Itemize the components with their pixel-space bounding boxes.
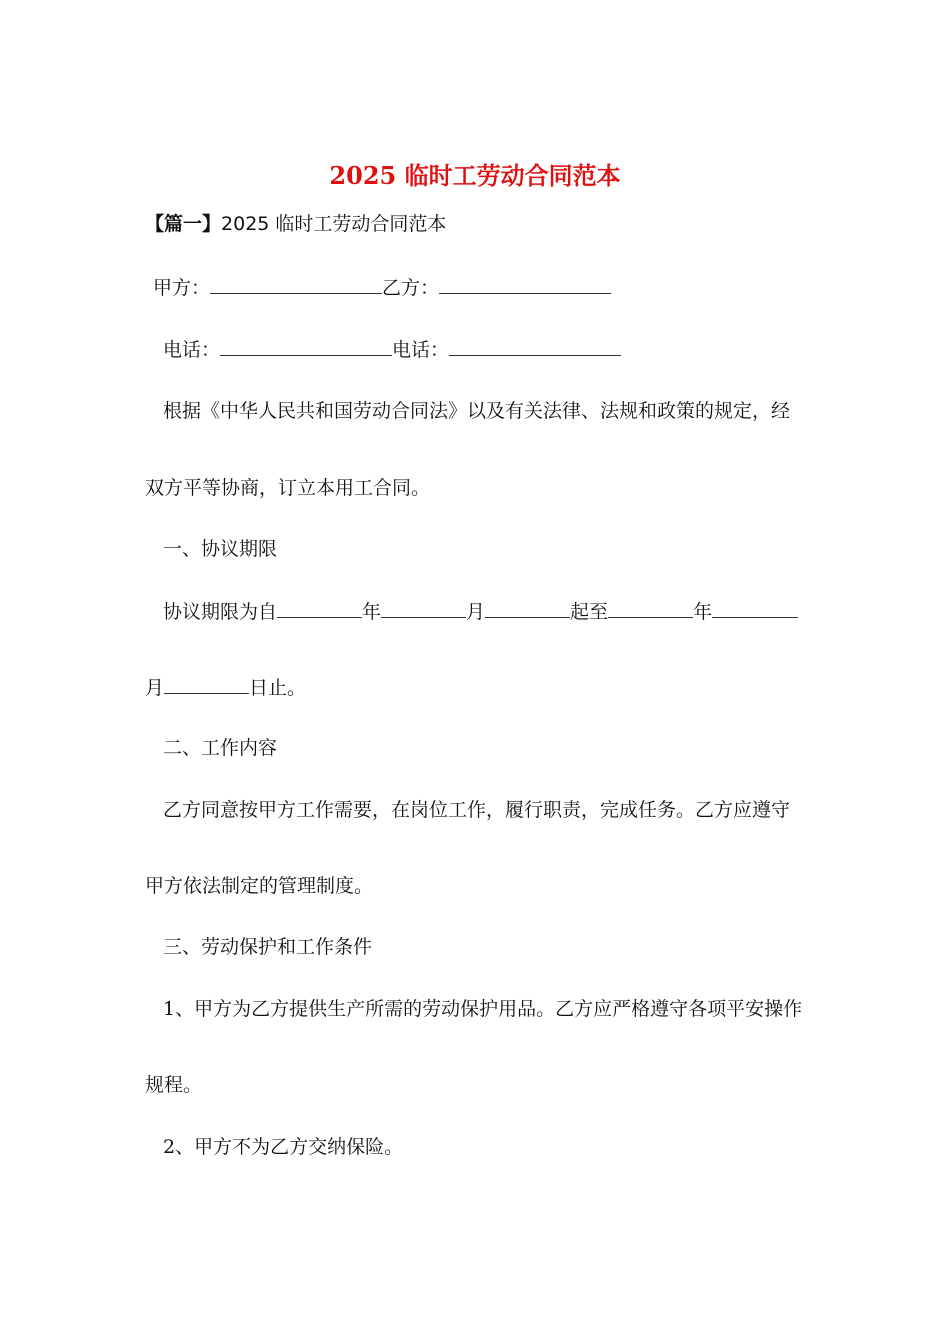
party-b-label: 乙方： (382, 277, 440, 299)
term-year-label-2: 年 (693, 601, 713, 623)
item2-number: 2 (163, 1136, 176, 1158)
party-row (153, 275, 611, 300)
section2-heading: 二、工作内容 (163, 737, 278, 759)
item2-text: 、甲方不为乙方交纳保险。 (175, 1136, 404, 1158)
term-month-label-2: 月 (145, 677, 165, 699)
intro-paragraph-line1: 根据《中华人民共和国劳动合同法》以及有关法律、法规和政策的规定，经 (163, 400, 791, 422)
phone-row (163, 337, 621, 362)
document-title: 2025 临时工劳动合同范本 (329, 161, 621, 190)
section-tag: 【篇一】 (145, 213, 222, 235)
party-b-blank[interactable] (439, 275, 611, 294)
phone-a-label: 电话： (163, 339, 221, 361)
section1-heading: 一、协议期限 (163, 538, 278, 560)
term-start-month-blank[interactable] (381, 599, 466, 618)
party-a-label: 甲方： (153, 277, 211, 299)
phone-b-blank[interactable] (449, 337, 621, 356)
section-heading (145, 212, 446, 236)
term-prefix: 协议期限为自 (163, 601, 278, 623)
term-year-label: 年 (362, 601, 382, 623)
section-subtitle: 2025 临时工劳动合同范本 (221, 213, 447, 235)
term-line2 (145, 675, 306, 700)
intro-paragraph-line2: 双方平等协商，订立本用工合同。 (145, 477, 431, 499)
item1-text: 、甲方为乙方提供生产所需的劳动保护用品。乙方应严格遵守各项平安操作 (175, 998, 803, 1020)
term-end: 日止。 (249, 677, 307, 699)
term-end-year-blank[interactable] (608, 599, 693, 618)
item1-line1 (163, 997, 802, 1021)
party-a-blank[interactable] (210, 275, 382, 294)
item2-line (163, 1135, 403, 1159)
term-start-day-blank[interactable] (485, 599, 570, 618)
term-line1 (163, 599, 798, 624)
section3-heading: 三、劳动保护和工作条件 (163, 936, 373, 958)
term-end-month-blank[interactable] (712, 599, 798, 618)
work-paragraph-line1: 乙方同意按甲方工作需要，在岗位工作，履行职责，完成任务。乙方应遵守 (163, 799, 791, 821)
item1-line2: 规程。 (145, 1074, 203, 1096)
item1-number: 1 (163, 998, 176, 1020)
term-end-day-blank[interactable] (164, 675, 249, 694)
term-from-to: 起至 (570, 601, 609, 623)
term-month-label: 月 (466, 601, 486, 623)
term-start-year-blank[interactable] (277, 599, 362, 618)
phone-a-blank[interactable] (220, 337, 392, 356)
work-paragraph-line2: 甲方依法制定的管理制度。 (145, 875, 374, 897)
phone-b-label: 电话： (392, 339, 450, 361)
